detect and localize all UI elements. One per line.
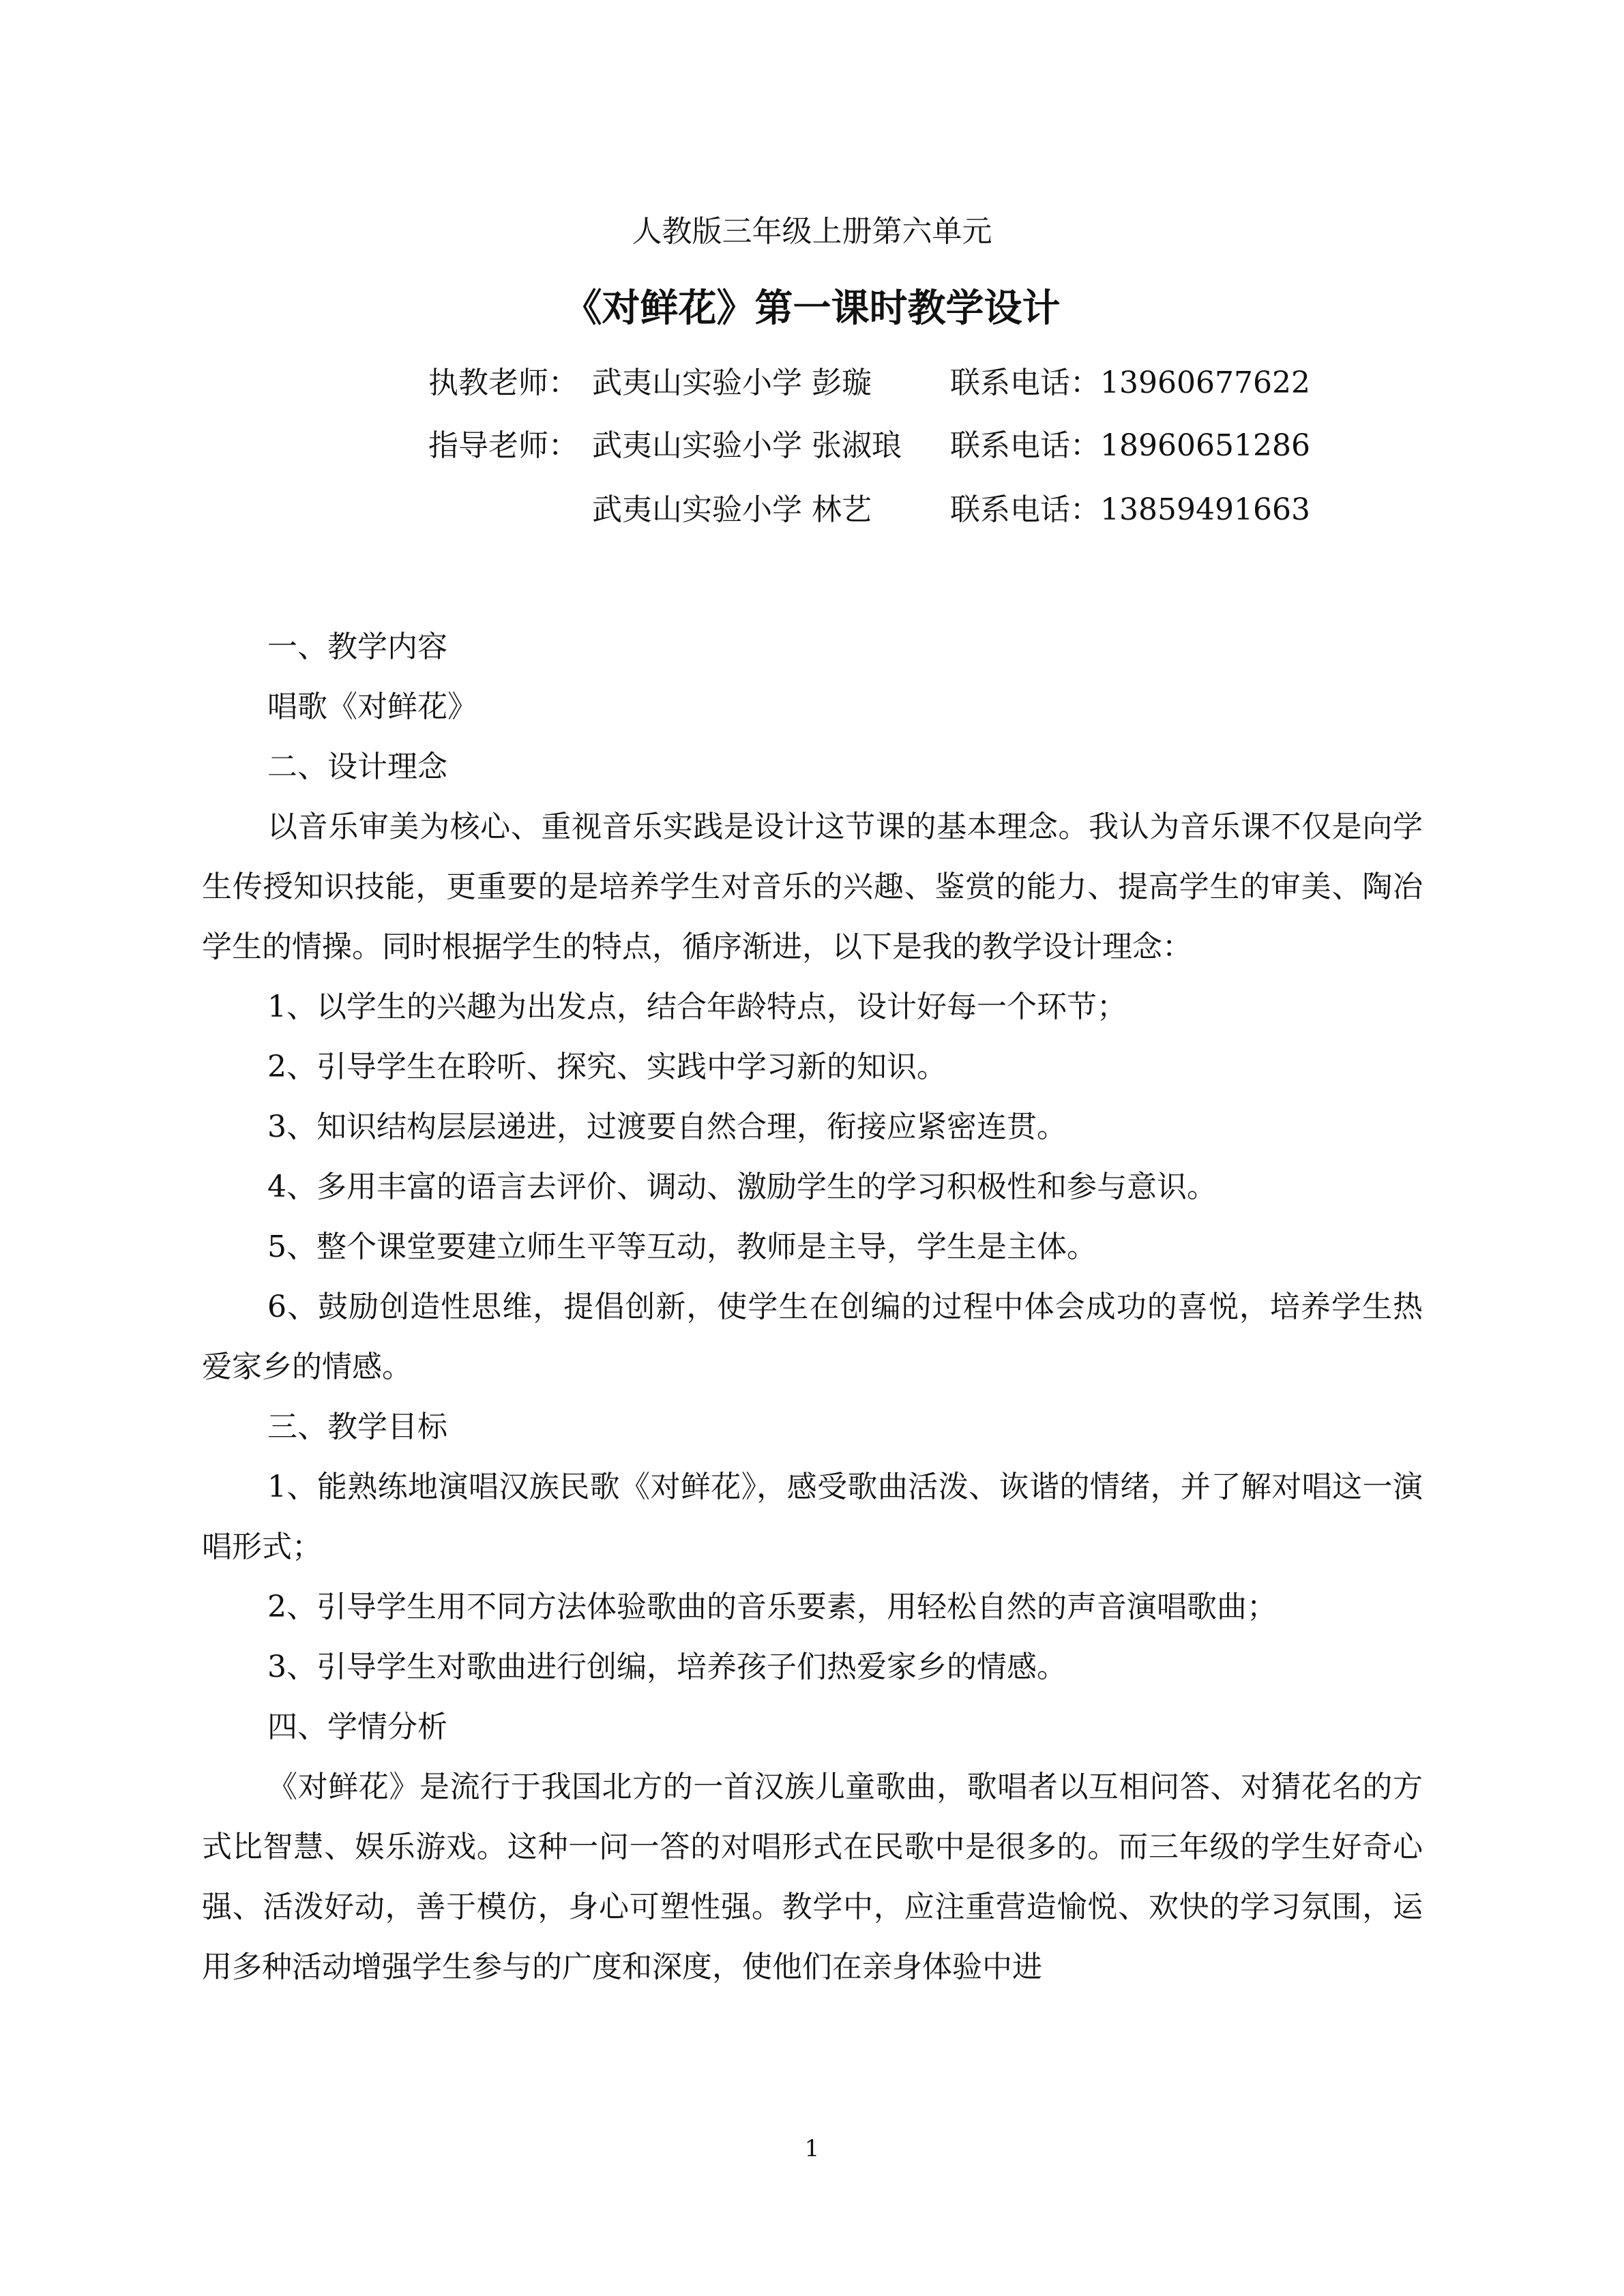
list-item: 1、以学生的兴趣为出发点，结合年龄特点，设计好每一个环节； [267,989,1127,1024]
section-heading-concept: 二、设计理念 [267,749,447,784]
paragraph: 《对鲜花》是流行于我国北方的一首汉族儿童歌曲，歌唱者以互相问答、对猜花名的方式比智慧、娱乐游戏。这种一问一答的对唱形式在民歌中是很多的。而三年级的学生好奇心强、活泼好动，善于模仿，身心可塑性强。教学中，应注重营造愉悦、欢快的学习氛围，运用多种活动增强学生参与的广度和深度，使他们在亲身体验中进 [202,1770,1423,1984]
section-heading-goals: 三、教学目标 [267,1410,447,1444]
document-subtitle: 人教版三年级上册第六单元 [632,214,992,249]
document-title: 《对鲜花》第一课时教学设计 [563,286,1061,331]
teacher-role: 执教老师： [428,366,578,400]
list-item: 3、引导学生对歌曲进行创编，培养孩子们热爱家乡的情感。 [267,1650,1067,1684]
document-body [202,617,1423,1997]
teacher-role: 指导老师： [428,428,578,463]
list-item: 3、知识结构层层递进，过渡要自然合理，衔接应紧密连贯。 [267,1109,1067,1144]
list-item: 2、引导学生在聆听、探究、实践中学习新的知识。 [267,1049,947,1084]
paragraph: 唱歌《对鲜花》 [267,689,477,724]
list-item: 1、能熟练地演唱汉族民歌《对鲜花》，感受歌曲活泼、诙谐的情绪，并了解对唱这一演唱形式； [202,1470,1423,1564]
teacher-phone: 联系电话：18960651286 [950,428,1310,463]
teacher-school-name: 武夷山实验小学 林艺 [592,492,872,527]
teacher-school-name: 武夷山实验小学 彭璇 [592,366,872,400]
section-heading-analysis: 四、学情分析 [267,1710,447,1744]
paragraph: 以音乐审美为核心、重视音乐实践是设计这节课的基本理念。我认为音乐课不仅是向学生传授知识技能，更重要的是培养学生对音乐的兴趣、鉴赏的能力、提高学生的审美、陶冶学生的情操。同时根据学生的特点，循序渐进，以下是我的教学设计理念： [202,809,1423,964]
list-item: 6、鼓励创造性思维，提倡创新，使学生在创编的过程中体会成功的喜悦，培养学生热爱家乡的情感。 [202,1289,1423,1384]
list-item: 4、多用丰富的语言去评价、调动、激励学生的学习积极性和参与意识。 [267,1169,1217,1204]
list-item: 5、整个课堂要建立师生平等互动，教师是主导，学生是主体。 [267,1229,1097,1264]
page-number: 1 [804,2135,820,2162]
list-item: 2、引导学生用不同方法体验歌曲的音乐要素，用轻松自然的声音演唱歌曲； [267,1590,1277,1624]
teacher-phone: 联系电话：13859491663 [950,492,1310,527]
teacher-school-name: 武夷山实验小学 张淑琅 [592,428,902,463]
teacher-phone: 联系电话：13960677622 [950,366,1310,400]
section-heading-content: 一、教学内容 [267,629,447,664]
